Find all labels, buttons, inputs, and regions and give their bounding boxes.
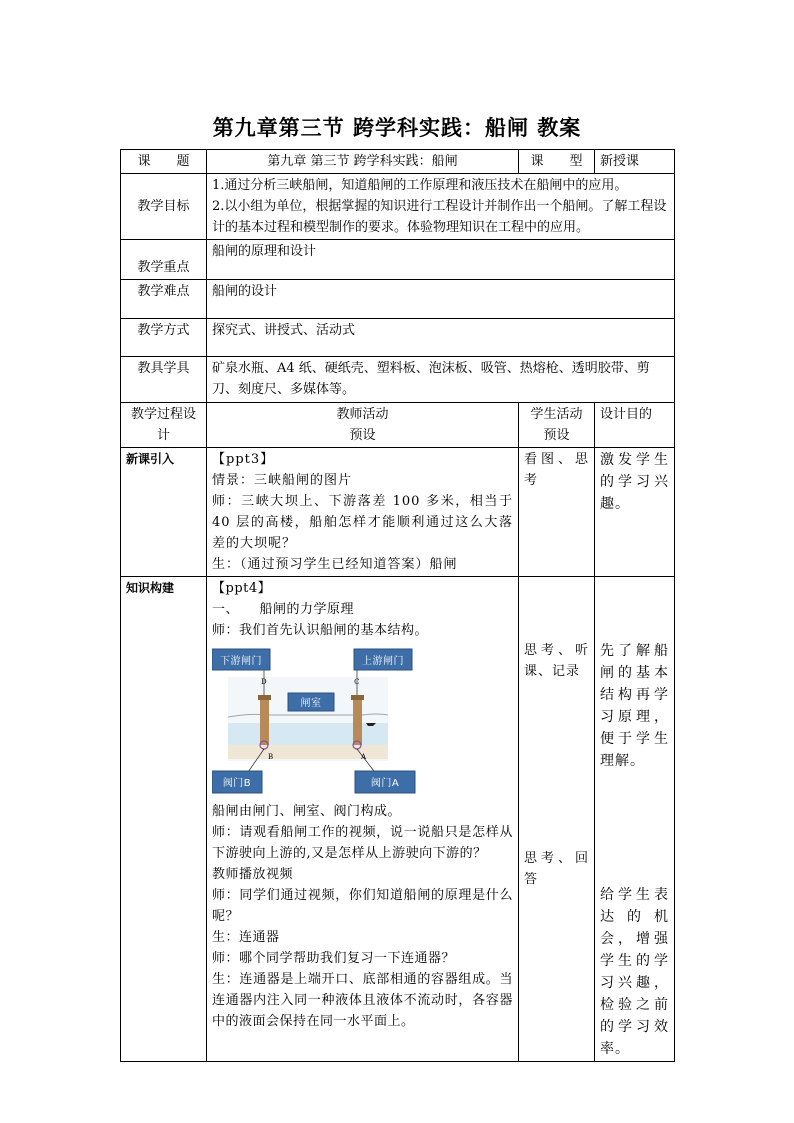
knowledge-line: 教师播放视频 — [212, 867, 294, 882]
row-goals — [121, 174, 675, 240]
knowledge-line: 师：我们首先认识船闸的基本结构。 — [212, 623, 429, 638]
header-student — [519, 403, 595, 448]
intro-purpose: 激发学生的学习兴趣。 — [595, 448, 675, 577]
header-student-title: 学生活动 — [530, 407, 583, 422]
knowledge-line: 【ppt4】 — [212, 581, 272, 596]
knowledge-line: 生：连通器是上端开口、底部相通的容器组成。当连通器内注入同一种液体且液体不流动时，各容器中的液面会保持在同一水平面上。 — [212, 972, 513, 1029]
label-chamber: 闸室 — [300, 698, 322, 709]
knowledge-student-1: 思考、听课、记录 — [524, 643, 589, 679]
topic-value: 第九章 第三节 跨学科实践：船闸 — [207, 150, 519, 174]
letter-a: A — [361, 753, 367, 761]
gate-c-icon — [353, 699, 362, 745]
letter-b: B — [268, 753, 274, 761]
knowledge-line: 师：同学们通过视频，你们知道船闸的原理是什么呢？ — [212, 888, 513, 924]
ship-lock-diagram — [212, 645, 422, 795]
intro-teacher — [207, 448, 519, 577]
header-teacher-sub: 预设 — [349, 428, 376, 443]
goals-value — [207, 174, 675, 240]
key-value: 船闸的原理和设计 — [207, 240, 675, 280]
label-valve-b: 阀门B — [222, 778, 252, 789]
difficulty-value: 船闸的设计 — [207, 280, 675, 319]
label-upstream-gate: 上游闸门 — [362, 656, 404, 667]
header-teacher-title: 教师活动 — [336, 407, 389, 422]
goal-line: 2.以小组为单位，根据掌握的知识进行工程设计并制作出一个船闸。了解工程设计的基本过程和模型制作的要求。体验物理知识在工程中的应用。 — [212, 199, 667, 235]
gate-d-cap — [258, 695, 271, 700]
label-method: 教学方式 — [121, 319, 207, 357]
row-topic — [121, 150, 675, 174]
label-valve-a: 阀门A — [370, 778, 400, 789]
label-downstream-gate: 下游闸门 — [220, 656, 262, 667]
lesson-plan-table — [120, 149, 675, 1062]
intro-line: 情景：三峡船闸的图片 — [212, 473, 353, 488]
water-region — [228, 723, 388, 745]
gate-c-cap — [351, 695, 364, 700]
method-value: 探究式、讲授式、活动式 — [207, 319, 675, 357]
knowledge-line: 师：哪个同学帮助我们复习一下连通器？ — [212, 951, 456, 966]
row-knowledge — [121, 577, 675, 1062]
row-key — [121, 240, 675, 280]
intro-line: 生：（通过预习学生已经知道答案）船闸 — [212, 557, 458, 572]
header-process: 教学过程设计 — [121, 403, 207, 448]
label-goals: 教学目标 — [121, 174, 207, 240]
label-key: 教学重点 — [121, 240, 207, 280]
knowledge-student-2: 思考、回答 — [524, 851, 589, 887]
row-difficulty — [121, 280, 675, 319]
gate-d-icon — [260, 699, 269, 745]
letter-c: C — [354, 678, 360, 686]
stage-knowledge: 知识构建 — [121, 577, 207, 1062]
intro-line: 师：三峡大坝上、下游落差 100 多米，相当于 40 层的高楼，船舶怎样才能顺利通过这么大落差的大坝呢？ — [212, 494, 513, 551]
row-process-header — [121, 403, 675, 448]
tools-value: 矿泉水瓶、A4 纸、硬纸壳、塑料板、泡沫板、吸管、热熔枪、透明胶带、剪刀、刻度尺、多媒体等。 — [207, 357, 675, 403]
header-purpose: 设计目的 — [595, 403, 675, 448]
type-value: 新授课 — [595, 150, 675, 174]
knowledge-teacher — [207, 577, 519, 1062]
goal-line: 1.通过分析三峡船闸，知道船闸的工作原理和液压技术在船闸中的应用。 — [212, 178, 628, 193]
knowledge-line: 一、 船闸的力学原理 — [212, 602, 355, 617]
intro-line: 【ppt3】 — [212, 452, 275, 467]
header-student-sub: 预设 — [543, 428, 570, 443]
knowledge-student — [519, 577, 595, 1062]
knowledge-line: 师：请观看船闸工作的视频，说一说船只是怎样从下游驶向上游的,又是怎样从上游驶向下游的？ — [212, 825, 513, 861]
row-tools — [121, 357, 675, 403]
document-title: 第九章第三节 跨学科实践：船闸 教案 — [212, 116, 582, 140]
knowledge-line: 生：连通器 — [212, 930, 280, 945]
label-difficulty: 教学难点 — [121, 280, 207, 319]
label-tools: 教具学具 — [121, 357, 207, 403]
row-method — [121, 319, 675, 357]
intro-student: 看图、思考 — [519, 448, 595, 577]
label-topic: 课 题 — [121, 150, 207, 174]
knowledge-purpose — [595, 577, 675, 1062]
knowledge-line: 船闸由闸门、闸室、阀门构成。 — [212, 804, 402, 819]
knowledge-purpose-1: 先了解船闸的基本结构再学习原理，便于学生理解。 — [600, 643, 669, 769]
knowledge-purpose-2: 给学生表达的机会，增强学生的学习兴趣，检验之前的学习效率。 — [600, 887, 669, 1057]
letter-d: D — [260, 678, 268, 686]
header-teacher — [207, 403, 519, 448]
label-type: 课 型 — [519, 150, 595, 174]
row-intro — [121, 448, 675, 577]
stage-intro: 新课引入 — [121, 448, 207, 577]
